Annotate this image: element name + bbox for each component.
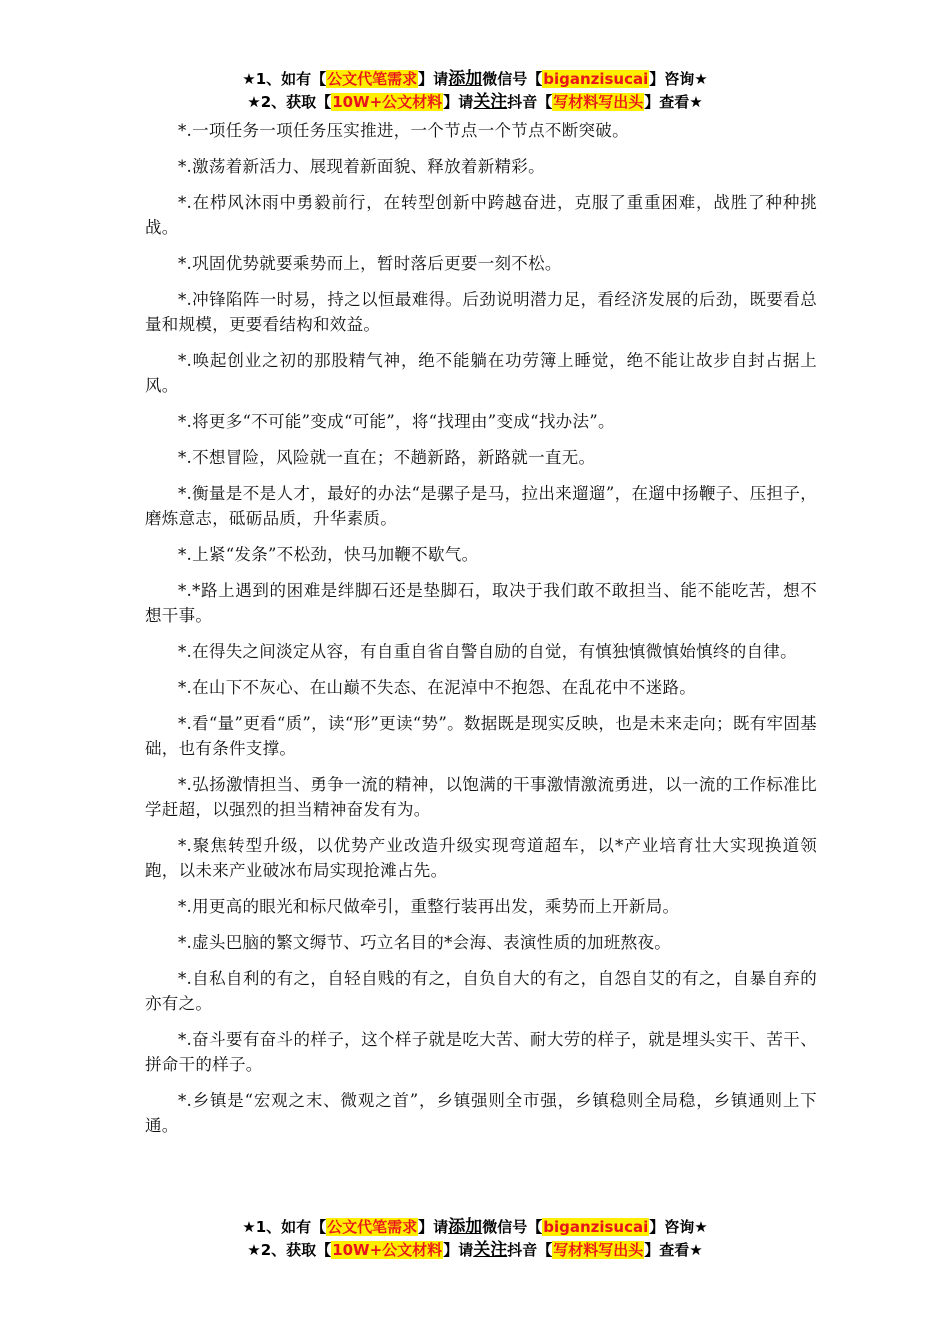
paragraph: *.巩固优势就要乘势而上，暂时落后更要一刻不松。 (178, 254, 562, 273)
footer-banner (0, 1216, 950, 1262)
banner-text: 微信号【 (482, 1218, 543, 1236)
highlight-materials: 10W+公文材料 (332, 1241, 443, 1259)
banner-text: ★1、如有【 (242, 70, 327, 88)
emphasis-add: 添加 (448, 1217, 483, 1237)
highlight-douyin-account: 写材料写出头 (553, 1241, 644, 1259)
emphasis-add: 添加 (448, 69, 483, 89)
paragraph: *.在得失之间淡定从容，有自重自省自警自励的自觉，有慎独慎微慎始慎终的自律。 (178, 642, 797, 661)
banner-text: 】请 (418, 1218, 449, 1236)
banner-text: 】请 (418, 70, 449, 88)
highlight-wechat-id: biganzisucai (543, 1218, 649, 1236)
banner-text: 】请 (443, 93, 474, 111)
paragraph: *.一项任务一项任务压实推进，一个节点一个节点不断突破。 (178, 121, 629, 140)
banner-text: ★2、获取【 (247, 93, 332, 111)
banner-text: 】咨询★ (649, 70, 708, 88)
banner-line-2 (0, 91, 950, 114)
paragraph: *.看“量”更看“质”，读“形”更读“势”。数据既是现实反映，也是未来走向；既有牢固基础，也有条件支撑。 (145, 714, 817, 758)
paragraph: *.冲锋陷阵一时易，持之以恒最难得。后劲说明潜力足，看经济发展的后劲，既要看总量和规模，更要看结构和效益。 (145, 290, 817, 334)
banner-text: 】查看★ (644, 1241, 703, 1259)
paragraph: *.不想冒险，风险就一直在；不趟新路，新路就一直无。 (178, 448, 596, 467)
highlight-service: 公文代笔需求 (327, 1218, 418, 1236)
banner-text: 抖音【 (507, 93, 553, 111)
paragraph: *.激荡着新活力、展现着新面貌、释放着新精彩。 (178, 157, 545, 176)
emphasis-follow: 关注 (473, 92, 508, 112)
highlight-douyin-account: 写材料写出头 (553, 93, 644, 111)
banner-line-2 (0, 1239, 950, 1262)
paragraph: *.虚头巴脑的繁文缛节、巧立名目的*会海、表演性质的加班熬夜。 (178, 933, 672, 952)
paragraph: *.*路上遇到的困难是绊脚石还是垫脚石，取决于我们敢不敢担当、能不能吃苦，想不想干事。 (145, 581, 817, 625)
banner-text: 】查看★ (644, 93, 703, 111)
banner-line-1 (0, 1216, 950, 1239)
banner-line-1 (0, 68, 950, 91)
paragraph: *.奋斗要有奋斗的样子，这个样子就是吃大苦、耐大劳的样子，就是埋头实干、苦干、拼命干的样子。 (145, 1030, 817, 1074)
banner-text: ★1、如有【 (242, 1218, 327, 1236)
banner-text: 】咨询★ (649, 1218, 708, 1236)
highlight-materials: 10W+公文材料 (332, 93, 443, 111)
paragraph: *.上紧“发条”不松劲，快马加鞭不歇气。 (178, 545, 479, 564)
paragraph: *.在山下不灰心、在山巅不失态、在泥淖中不抱怨、在乱花中不迷路。 (178, 678, 697, 697)
paragraph: *.乡镇是“宏观之末、微观之首”，乡镇强则全市强，乡镇稳则全局稳，乡镇通则上下通。 (145, 1091, 817, 1135)
paragraph: *.唤起创业之初的那股精气神，绝不能躺在功劳簿上睡觉，绝不能让故步自封占据上风。 (145, 351, 817, 395)
emphasis-follow: 关注 (473, 1240, 508, 1260)
highlight-service: 公文代笔需求 (327, 70, 418, 88)
banner-text: ★2、获取【 (247, 1241, 332, 1259)
paragraph: *.在栉风沐雨中勇毅前行，在转型创新中跨越奋进，克服了重重困难，战胜了种种挑战。 (145, 193, 817, 237)
banner-text: 抖音【 (507, 1241, 553, 1259)
header-banner (0, 68, 950, 114)
banner-text: 微信号【 (482, 70, 543, 88)
paragraph: *.用更高的眼光和标尺做牵引，重整行装再出发，乘势而上开新局。 (178, 897, 680, 916)
highlight-wechat-id: biganzisucai (543, 70, 649, 88)
banner-text: 】请 (443, 1241, 474, 1259)
paragraph: *.自私自利的有之，自轻自贱的有之，自负自大的有之，自怨自艾的有之，自暴自弃的亦有之。 (145, 969, 817, 1013)
paragraph: *.衡量是不是人才，最好的办法“是骡子是马，拉出来遛遛”，在遛中扬鞭子、压担子，磨炼意志，砥砺品质，升华素质。 (145, 484, 817, 528)
paragraph: *.弘扬激情担当、勇争一流的精神，以饱满的干事激情激流勇进，以一流的工作标准比学赶超，以强烈的担当精神奋发有为。 (145, 775, 817, 819)
paragraph: *.将更多“不可能”变成“可能”，将“找理由”变成“找办法”。 (178, 412, 615, 431)
body-text (145, 118, 817, 1149)
paragraph: *.聚焦转型升级，以优势产业改造升级实现弯道超车，以*产业培育壮大实现换道领跑，以未来产业破冰布局实现抢滩占先。 (145, 836, 817, 880)
